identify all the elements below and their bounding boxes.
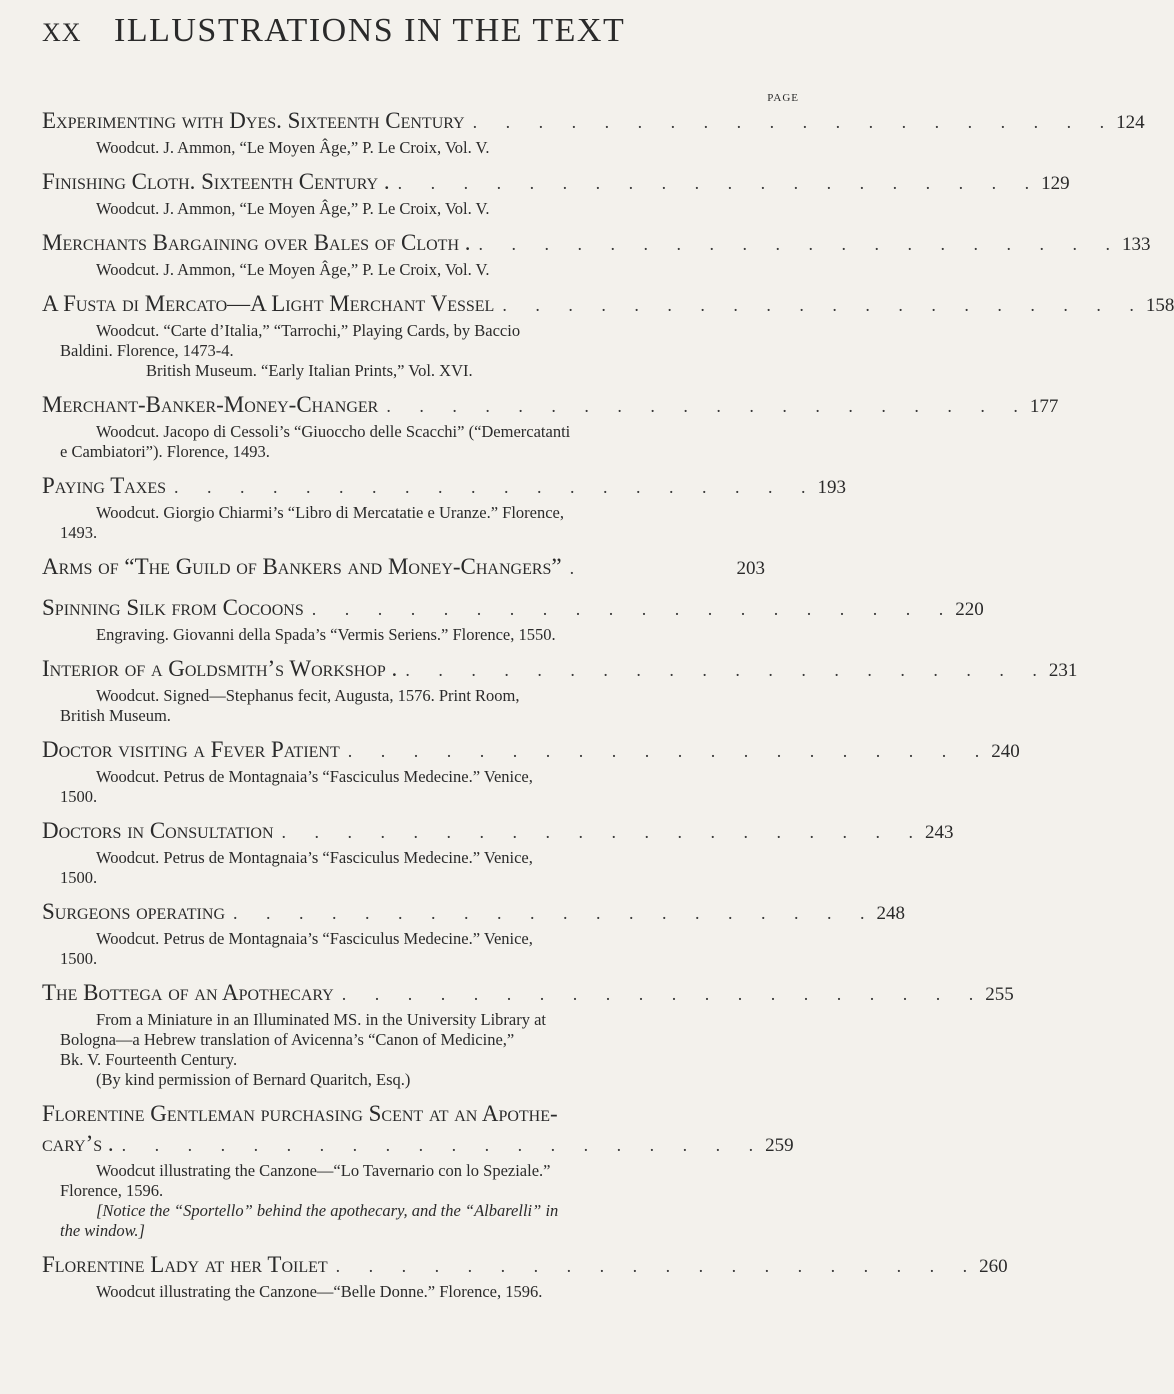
dot-leader: . . . . . . . . . . . . . . . . . . . . — [397, 173, 1042, 193]
entry-page-number: 193 — [817, 477, 847, 498]
list-item — [42, 978, 1014, 1090]
entry-title-line — [42, 289, 1174, 321]
entry-page-number: 220 — [955, 599, 984, 620]
entry-title-line — [42, 897, 905, 929]
dot-leader: . . . . . . . . . . . . . . . . . . . . — [472, 112, 1117, 132]
entry-title: The Bottega of an Apothecary — [42, 980, 334, 1005]
entry-title: Experimenting with Dyes. Sixteenth Century — [42, 108, 465, 133]
list-item — [42, 1099, 794, 1241]
dot-leader: . . . . . . . . . . . . . . . . . . . . — [121, 1135, 766, 1155]
entry-title-line — [42, 552, 765, 584]
entry-title-line — [42, 228, 1151, 260]
list-item — [42, 106, 1145, 158]
description-line: Woodcut. Petrus de Montagnaia’s “Fasciculus Medecine.” Venice, — [96, 929, 533, 948]
description-line: Woodcut. J. Ammon, “Le Moyen Âge,” P. Le Croix, Vol. V. — [96, 260, 490, 279]
entry-page-number: 260 — [979, 1256, 1008, 1277]
entry-page-number: 124 — [1116, 112, 1145, 133]
description-line: e Cambiatori”). Florence, 1493. — [60, 442, 270, 461]
entry-title-line — [42, 654, 1078, 686]
dot-leader: . . . . . . . . . . . . . . . . . . . . — [174, 477, 818, 497]
description-line: Baldini. Florence, 1473-4. — [60, 341, 234, 360]
list-item — [42, 167, 1070, 219]
description-line: Woodcut. Giorgio Chiarmi’s “Libro di Mercatatie e Uranze.” Florence, — [96, 503, 565, 522]
entry-title: Merchants Bargaining over Bales of Cloth . — [42, 230, 471, 255]
entry-description — [60, 625, 755, 645]
entry-title-line — [42, 390, 1059, 422]
dot-leader: . . . . . . . . . . . . . . . . . . . . — [335, 1256, 980, 1276]
entry-description — [60, 321, 755, 381]
description-line: [Notice the “Sportello” behind the apothecary, and the “Albarelli” in — [96, 1201, 559, 1220]
list-item — [42, 593, 984, 645]
dot-leader: . . . . . . . . . . . . . . . . . . . . — [281, 822, 926, 842]
list-item — [42, 897, 905, 969]
list-item — [42, 228, 1151, 280]
entry-title-line — [42, 593, 984, 625]
description-line: 1500. — [60, 949, 98, 968]
description-line: 1500. — [60, 787, 98, 806]
entry-title-line — [42, 106, 1145, 138]
entry-title: Surgeons operating — [42, 899, 225, 924]
entry-description — [60, 1161, 755, 1241]
description-line: Woodcut. J. Ammon, “Le Moyen Âge,” P. Le Croix, Vol. V. — [96, 138, 490, 157]
entry-title: A Fusta di Mercato—A Light Merchant Vessel — [42, 291, 495, 316]
entry-title: Doctors in Consultation — [42, 818, 274, 843]
description-line: British Museum. “Early Italian Prints,” Vol. XVI. — [146, 361, 473, 380]
dot-leader: . . . . . . . . . . . . . . . . . . . . — [386, 396, 1030, 416]
list-item — [42, 816, 954, 888]
entry-description — [60, 138, 717, 158]
entry-title: Florentine Lady at her Toilet — [42, 1252, 328, 1277]
entry-description — [60, 1282, 755, 1302]
entry-page-number: 243 — [925, 822, 954, 843]
page-title: ILLUSTRATIONS IN THE TEXT — [114, 12, 626, 49]
entry-description — [60, 686, 755, 726]
description-line: Woodcut. Petrus de Montagnaia’s “Fasciculus Medecine.” Venice, — [96, 848, 533, 867]
entry-page-number: 177 — [1029, 396, 1059, 417]
entry-page-number: 133 — [1122, 234, 1151, 255]
description-line: Woodcut. “Carte d’Italia,” “Tarrochi,” Playing Cards, by Baccio — [96, 321, 521, 340]
list-item — [42, 471, 847, 543]
dot-leader: . . . . . . . . . . . . . . . . . . . . — [502, 295, 1146, 315]
entry-title-line — [42, 1129, 794, 1161]
entry-title-line — [42, 735, 1020, 767]
description-line: Woodcut. Jacopo di Cessoli’s “Giuoccho delle Scacchi” (“Demercatanti — [96, 422, 571, 441]
running-head — [42, 12, 761, 52]
description-line: Woodcut. Petrus de Montagnaia’s “Fasciculus Medecine.” Venice, — [96, 767, 533, 786]
description-line: Woodcut. J. Ammon, “Le Moyen Âge,” P. Le Croix, Vol. V. — [96, 199, 490, 218]
dot-leader: . — [569, 558, 587, 578]
entry-title: cary’s . — [42, 1131, 114, 1156]
entry-page-number: 158 — [1145, 295, 1174, 316]
entry-description — [60, 929, 755, 969]
entry-title-line — [42, 978, 1014, 1010]
entry-title-line — [42, 167, 1070, 199]
entry-title: Doctor visiting a Fever Patient — [42, 737, 340, 762]
entry-title: Spinning Silk from Cocoons — [42, 595, 304, 620]
description-line: (By kind permission of Bernard Quaritch, Esq.) — [96, 1070, 411, 1089]
description-line: the window.] — [60, 1221, 145, 1240]
list-item — [42, 289, 1174, 381]
list-item — [42, 552, 765, 584]
entry-title-line — [42, 471, 847, 503]
dot-leader: . . . . . . . . . . . . . . . . . . . . — [311, 599, 956, 619]
list-item — [42, 654, 1078, 726]
description-line: 1493. — [60, 523, 98, 542]
description-line: Florence, 1596. — [60, 1181, 164, 1200]
dot-leader: . . . . . . . . . . . . . . . . . . . . — [233, 903, 877, 923]
illustrations-list — [42, 106, 1174, 1311]
list-item — [42, 735, 1020, 807]
entry-title: Arms of “The Guild of Bankers and Money-Changers” — [42, 554, 562, 579]
entry-page-number: 255 — [985, 984, 1014, 1005]
entry-description — [60, 767, 755, 807]
entry-title: Finishing Cloth. Sixteenth Century . — [42, 169, 390, 194]
dot-leader: . . . . . . . . . . . . . . . . . . . . — [341, 984, 986, 1004]
description-line: Woodcut illustrating the Canzone—“Belle Donne.” Florence, 1596. — [96, 1282, 543, 1301]
entry-title-wrapped: Florentine Gentleman purchasing Scent at an Apothe- — [42, 1101, 558, 1126]
dot-leader: . . . . . . . . . . . . . . . . . . . . — [478, 234, 1122, 254]
page-folio: XX — [42, 18, 82, 47]
entry-page-number: 248 — [876, 903, 905, 924]
page-column-label: PAGE — [767, 92, 799, 104]
description-line: Woodcut illustrating the Canzone—“Lo Tavernario con lo Speziale.” — [96, 1161, 551, 1180]
entry-title: Interior of a Goldsmith’s Workshop . — [42, 656, 398, 681]
entry-title: Merchant-Banker-Money-Changer — [42, 392, 379, 417]
description-line: Bologna—a Hebrew translation of Avicenna’s “Canon of Medicine,” — [60, 1030, 515, 1049]
entry-page-number: 129 — [1041, 173, 1070, 194]
entry-page-number: 203 — [736, 558, 765, 579]
description-line: British Museum. — [60, 706, 171, 725]
list-item — [42, 390, 1059, 462]
entry-description — [60, 199, 717, 219]
entry-description — [60, 260, 717, 280]
entry-description — [60, 422, 755, 462]
entry-title-line — [42, 816, 954, 848]
description-line: Engraving. Giovanni della Spada’s “Vermis Seriens.” Florence, 1550. — [96, 625, 556, 644]
entry-description — [60, 1010, 755, 1090]
description-line: Woodcut. Signed—Stephanus fecit, Augusta, 1576. Print Room, — [96, 686, 520, 705]
entry-page-number: 231 — [1048, 660, 1078, 681]
description-line: From a Miniature in an Illuminated MS. in the University Library at — [96, 1010, 546, 1029]
description-line: 1500. — [60, 868, 98, 887]
entry-title: Paying Taxes — [42, 473, 167, 498]
entry-description — [60, 848, 755, 888]
dot-leader: . . . . . . . . . . . . . . . . . . . . — [347, 741, 992, 761]
entry-page-number: 240 — [991, 741, 1020, 762]
dot-leader: . . . . . . . . . . . . . . . . . . . . — [405, 660, 1049, 680]
entry-page-number: 259 — [765, 1135, 794, 1156]
entry-title-line — [42, 1250, 1008, 1282]
description-line: Bk. V. Fourteenth Century. — [60, 1050, 238, 1069]
entry-description — [60, 503, 755, 543]
list-item — [42, 1250, 1008, 1302]
